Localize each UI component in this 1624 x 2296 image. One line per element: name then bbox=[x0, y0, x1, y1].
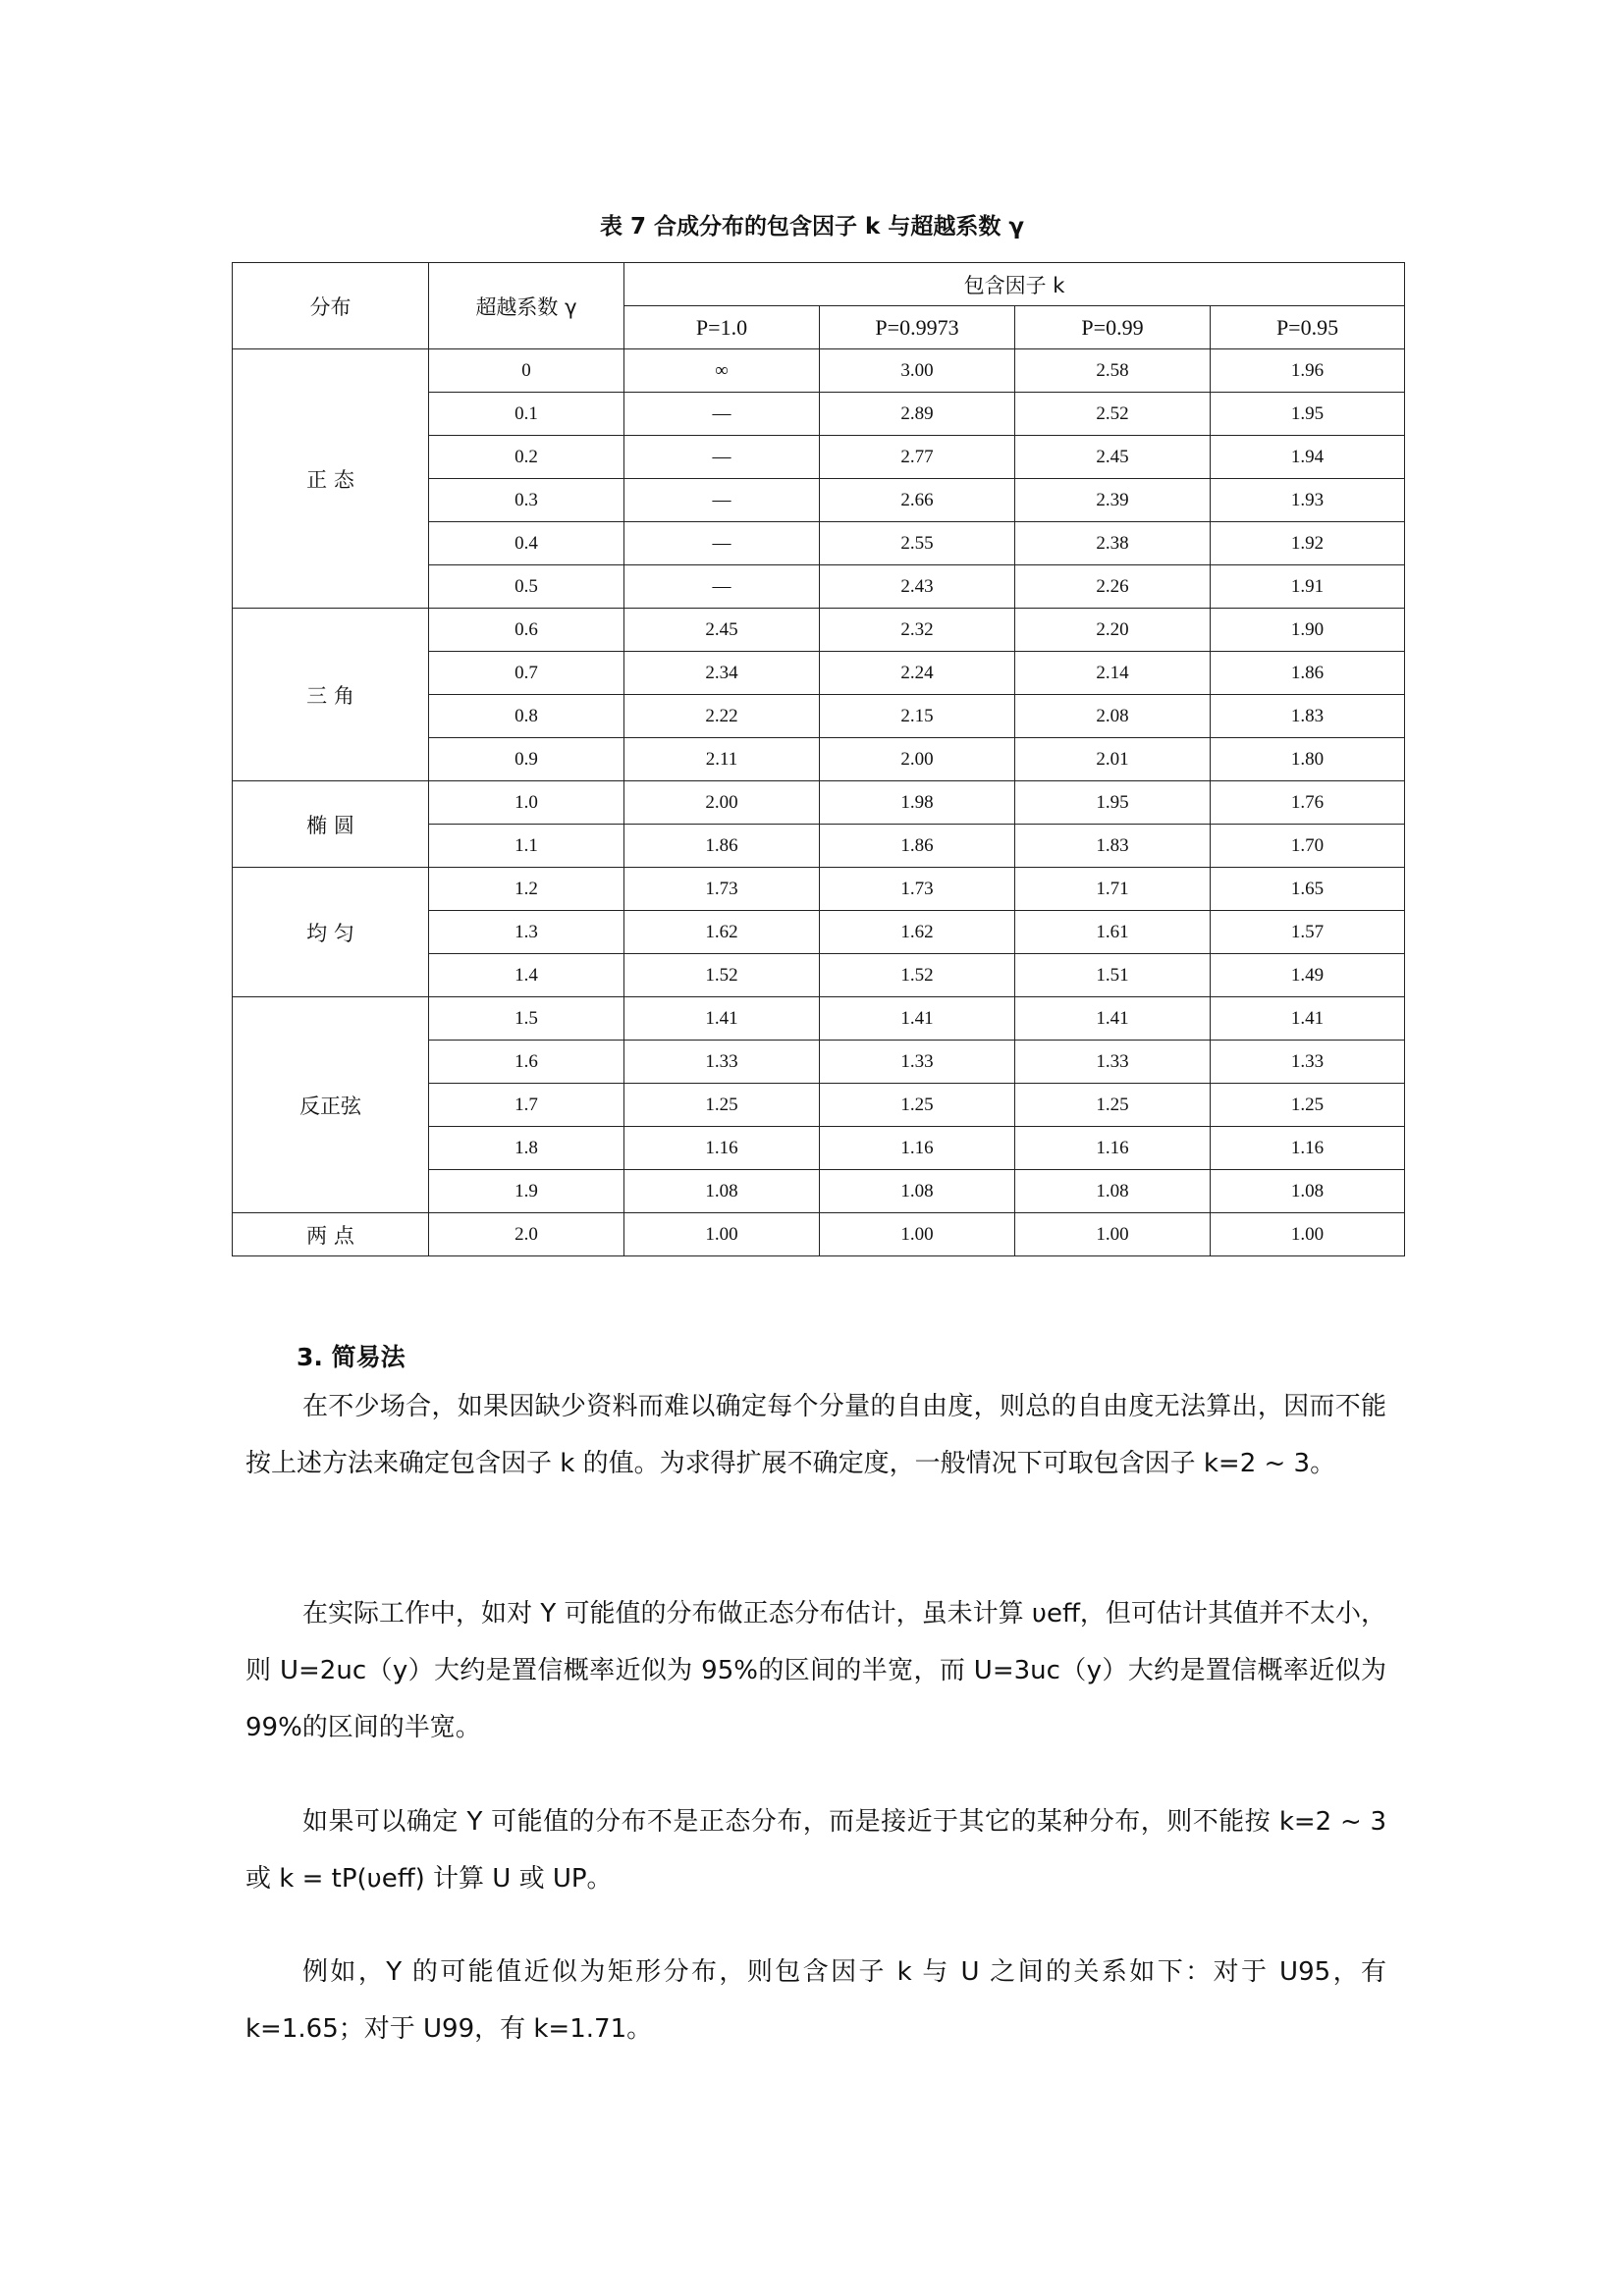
distribution-cell: 两 点 bbox=[233, 1213, 429, 1256]
table-row bbox=[233, 997, 1405, 1041]
gamma-cell: 1.4 bbox=[429, 954, 624, 997]
k-value-cell: — bbox=[624, 565, 820, 609]
k-value-cell: 1.61 bbox=[1015, 911, 1211, 954]
k-value-cell: 2.77 bbox=[820, 436, 1015, 479]
k-value-cell: 1.00 bbox=[820, 1213, 1015, 1256]
distribution-cell: 均 匀 bbox=[233, 868, 429, 997]
header-p-col: P=0.9973 bbox=[820, 306, 1015, 349]
section-title: 3. 简易法 bbox=[297, 1343, 406, 1371]
k-value-cell: 2.45 bbox=[1015, 436, 1211, 479]
header-distribution: 分布 bbox=[233, 263, 429, 349]
k-value-cell: 1.96 bbox=[1211, 349, 1405, 393]
distribution-cell: 椭 圆 bbox=[233, 781, 429, 868]
k-value-cell: 2.11 bbox=[624, 738, 820, 781]
table-row bbox=[233, 609, 1405, 652]
k-value-cell: 1.00 bbox=[1015, 1213, 1211, 1256]
gamma-cell: 2.0 bbox=[429, 1213, 624, 1256]
gamma-cell: 0.6 bbox=[429, 609, 624, 652]
k-value-cell: 1.95 bbox=[1015, 781, 1211, 825]
k-value-cell: 1.25 bbox=[820, 1084, 1015, 1127]
table-row bbox=[233, 781, 1405, 825]
gamma-cell: 0.2 bbox=[429, 436, 624, 479]
k-value-cell: 1.16 bbox=[624, 1127, 820, 1170]
k-value-cell: 1.86 bbox=[1211, 652, 1405, 695]
k-value-cell: 1.86 bbox=[820, 825, 1015, 868]
k-value-cell: 1.91 bbox=[1211, 565, 1405, 609]
gamma-cell: 0.8 bbox=[429, 695, 624, 738]
k-value-cell: 2.01 bbox=[1015, 738, 1211, 781]
k-value-cell: 1.25 bbox=[1211, 1084, 1405, 1127]
k-value-cell: — bbox=[624, 479, 820, 522]
k-value-cell: 1.41 bbox=[624, 997, 820, 1041]
k-value-cell: 1.16 bbox=[820, 1127, 1015, 1170]
distribution-cell: 正 态 bbox=[233, 349, 429, 609]
k-value-cell: 2.58 bbox=[1015, 349, 1211, 393]
k-value-cell: 1.83 bbox=[1015, 825, 1211, 868]
table-body bbox=[233, 263, 1405, 1256]
k-value-cell: 1.33 bbox=[1015, 1041, 1211, 1084]
k-value-cell: — bbox=[624, 436, 820, 479]
k-value-cell: 1.51 bbox=[1015, 954, 1211, 997]
gamma-cell: 1.3 bbox=[429, 911, 624, 954]
k-value-cell: 2.32 bbox=[820, 609, 1015, 652]
gamma-cell: 0.7 bbox=[429, 652, 624, 695]
header-p-col: P=1.0 bbox=[624, 306, 820, 349]
distribution-cell: 三 角 bbox=[233, 609, 429, 781]
k-value-cell: 2.89 bbox=[820, 393, 1015, 436]
k-value-cell: 1.41 bbox=[1015, 997, 1211, 1041]
k-value-cell: 1.95 bbox=[1211, 393, 1405, 436]
k-value-cell: 1.80 bbox=[1211, 738, 1405, 781]
gamma-cell: 0.1 bbox=[429, 393, 624, 436]
k-value-cell: 1.33 bbox=[624, 1041, 820, 1084]
k-value-cell: 1.08 bbox=[820, 1170, 1015, 1213]
gamma-cell: 0.9 bbox=[429, 738, 624, 781]
k-value-cell: 3.00 bbox=[820, 349, 1015, 393]
k-value-cell: 1.73 bbox=[624, 868, 820, 911]
k-value-cell: 1.52 bbox=[624, 954, 820, 997]
k-value-cell: 1.00 bbox=[624, 1213, 820, 1256]
table-row bbox=[233, 868, 1405, 911]
k-value-cell: 2.52 bbox=[1015, 393, 1211, 436]
k-value-cell: 1.76 bbox=[1211, 781, 1405, 825]
k-value-cell: 1.57 bbox=[1211, 911, 1405, 954]
header-p-col: P=0.99 bbox=[1015, 306, 1211, 349]
k-value-cell: 2.39 bbox=[1015, 479, 1211, 522]
gamma-cell: 0.4 bbox=[429, 522, 624, 565]
k-value-cell: 1.65 bbox=[1211, 868, 1405, 911]
k-value-cell: 2.55 bbox=[820, 522, 1015, 565]
gamma-cell: 0.5 bbox=[429, 565, 624, 609]
k-value-cell: 1.00 bbox=[1211, 1213, 1405, 1256]
k-value-cell: 1.98 bbox=[820, 781, 1015, 825]
gamma-cell: 1.7 bbox=[429, 1084, 624, 1127]
k-value-cell: 1.62 bbox=[624, 911, 820, 954]
gamma-cell: 1.9 bbox=[429, 1170, 624, 1213]
paragraph-3: 如果可以确定 Y 可能值的分布不是正态分布，而是接近于其它的某种分布，则不能按 k=2 ~ 3 或 k = tP(υeff) 计算 U 或 UP。 bbox=[245, 1807, 1386, 1894]
k-value-cell: 1.90 bbox=[1211, 609, 1405, 652]
table-row bbox=[233, 349, 1405, 393]
k-value-cell: 2.00 bbox=[820, 738, 1015, 781]
header-gamma: 超越系数 γ bbox=[429, 263, 624, 349]
k-value-cell: 2.15 bbox=[820, 695, 1015, 738]
k-value-cell: 1.25 bbox=[624, 1084, 820, 1127]
k-value-cell: 1.08 bbox=[624, 1170, 820, 1213]
k-value-cell: 2.34 bbox=[624, 652, 820, 695]
k-value-cell: 2.14 bbox=[1015, 652, 1211, 695]
paragraph-4: 例如，Y 的可能值近似为矩形分布，则包含因子 k 与 U 之间的关系如下：对于 U95，有 k=1.65；对于 U99，有 k=1.71。 bbox=[245, 1957, 1386, 2044]
header-row-1 bbox=[233, 263, 1405, 306]
k-value-cell: 1.94 bbox=[1211, 436, 1405, 479]
header-p-col: P=0.95 bbox=[1211, 306, 1405, 349]
distribution-cell: 反正弦 bbox=[233, 997, 429, 1213]
k-value-cell: 1.73 bbox=[820, 868, 1015, 911]
k-value-cell: 1.16 bbox=[1015, 1127, 1211, 1170]
k-value-cell: 1.71 bbox=[1015, 868, 1211, 911]
k-value-cell: ∞ bbox=[624, 349, 820, 393]
k-value-cell: 2.20 bbox=[1015, 609, 1211, 652]
k-value-cell: 2.43 bbox=[820, 565, 1015, 609]
gamma-cell: 1.2 bbox=[429, 868, 624, 911]
gamma-cell: 0.3 bbox=[429, 479, 624, 522]
gamma-cell: 1.0 bbox=[429, 781, 624, 825]
k-value-cell: 1.83 bbox=[1211, 695, 1405, 738]
k-value-cell: 1.33 bbox=[1211, 1041, 1405, 1084]
k-value-cell: 1.86 bbox=[624, 825, 820, 868]
k-value-cell: 2.26 bbox=[1015, 565, 1211, 609]
k-value-cell: 1.16 bbox=[1211, 1127, 1405, 1170]
k-value-cell: 2.08 bbox=[1015, 695, 1211, 738]
k-value-cell: 1.08 bbox=[1015, 1170, 1211, 1213]
gamma-cell: 0 bbox=[429, 349, 624, 393]
coverage-factor-table bbox=[232, 262, 1405, 1256]
table-row bbox=[233, 1213, 1405, 1256]
k-value-cell: 2.66 bbox=[820, 479, 1015, 522]
header-coverage-factor: 包含因子 k bbox=[624, 263, 1405, 306]
gamma-cell: 1.6 bbox=[429, 1041, 624, 1084]
gamma-cell: 1.8 bbox=[429, 1127, 624, 1170]
k-value-cell: — bbox=[624, 522, 820, 565]
k-value-cell: 1.08 bbox=[1211, 1170, 1405, 1213]
k-value-cell: 2.00 bbox=[624, 781, 820, 825]
k-value-cell: 2.24 bbox=[820, 652, 1015, 695]
paragraph-2: 在实际工作中，如对 Y 可能值的分布做正态分布估计，虽未计算 υeff，但可估计其值并不太小，则 U=2uc（y）大约是置信概率近似为 95%的区间的半宽，而 U=3uc（y）大约是置信概率近似为 99%的区间的半宽。 bbox=[245, 1599, 1386, 1742]
table-caption: 表 7 合成分布的包含因子 k 与超越系数 γ bbox=[599, 214, 1024, 240]
k-value-cell: 1.52 bbox=[820, 954, 1015, 997]
gamma-cell: 1.5 bbox=[429, 997, 624, 1041]
paragraph-1: 在不少场合，如果因缺少资料而难以确定每个分量的自由度，则总的自由度无法算出，因而不能按上述方法来确定包含因子 k 的值。为求得扩展不确定度，一般情况下可取包含因子 k=2 ~ 3。 bbox=[245, 1392, 1386, 1478]
k-value-cell: 1.41 bbox=[1211, 997, 1405, 1041]
k-value-cell: 1.25 bbox=[1015, 1084, 1211, 1127]
k-value-cell: 2.22 bbox=[624, 695, 820, 738]
k-value-cell: 1.70 bbox=[1211, 825, 1405, 868]
gamma-cell: 1.1 bbox=[429, 825, 624, 868]
k-value-cell: 1.93 bbox=[1211, 479, 1405, 522]
k-value-cell: — bbox=[624, 393, 820, 436]
k-value-cell: 1.41 bbox=[820, 997, 1015, 1041]
k-value-cell: 1.62 bbox=[820, 911, 1015, 954]
k-value-cell: 2.38 bbox=[1015, 522, 1211, 565]
k-value-cell: 1.33 bbox=[820, 1041, 1015, 1084]
k-value-cell: 1.49 bbox=[1211, 954, 1405, 997]
k-value-cell: 1.92 bbox=[1211, 522, 1405, 565]
k-value-cell: 2.45 bbox=[624, 609, 820, 652]
